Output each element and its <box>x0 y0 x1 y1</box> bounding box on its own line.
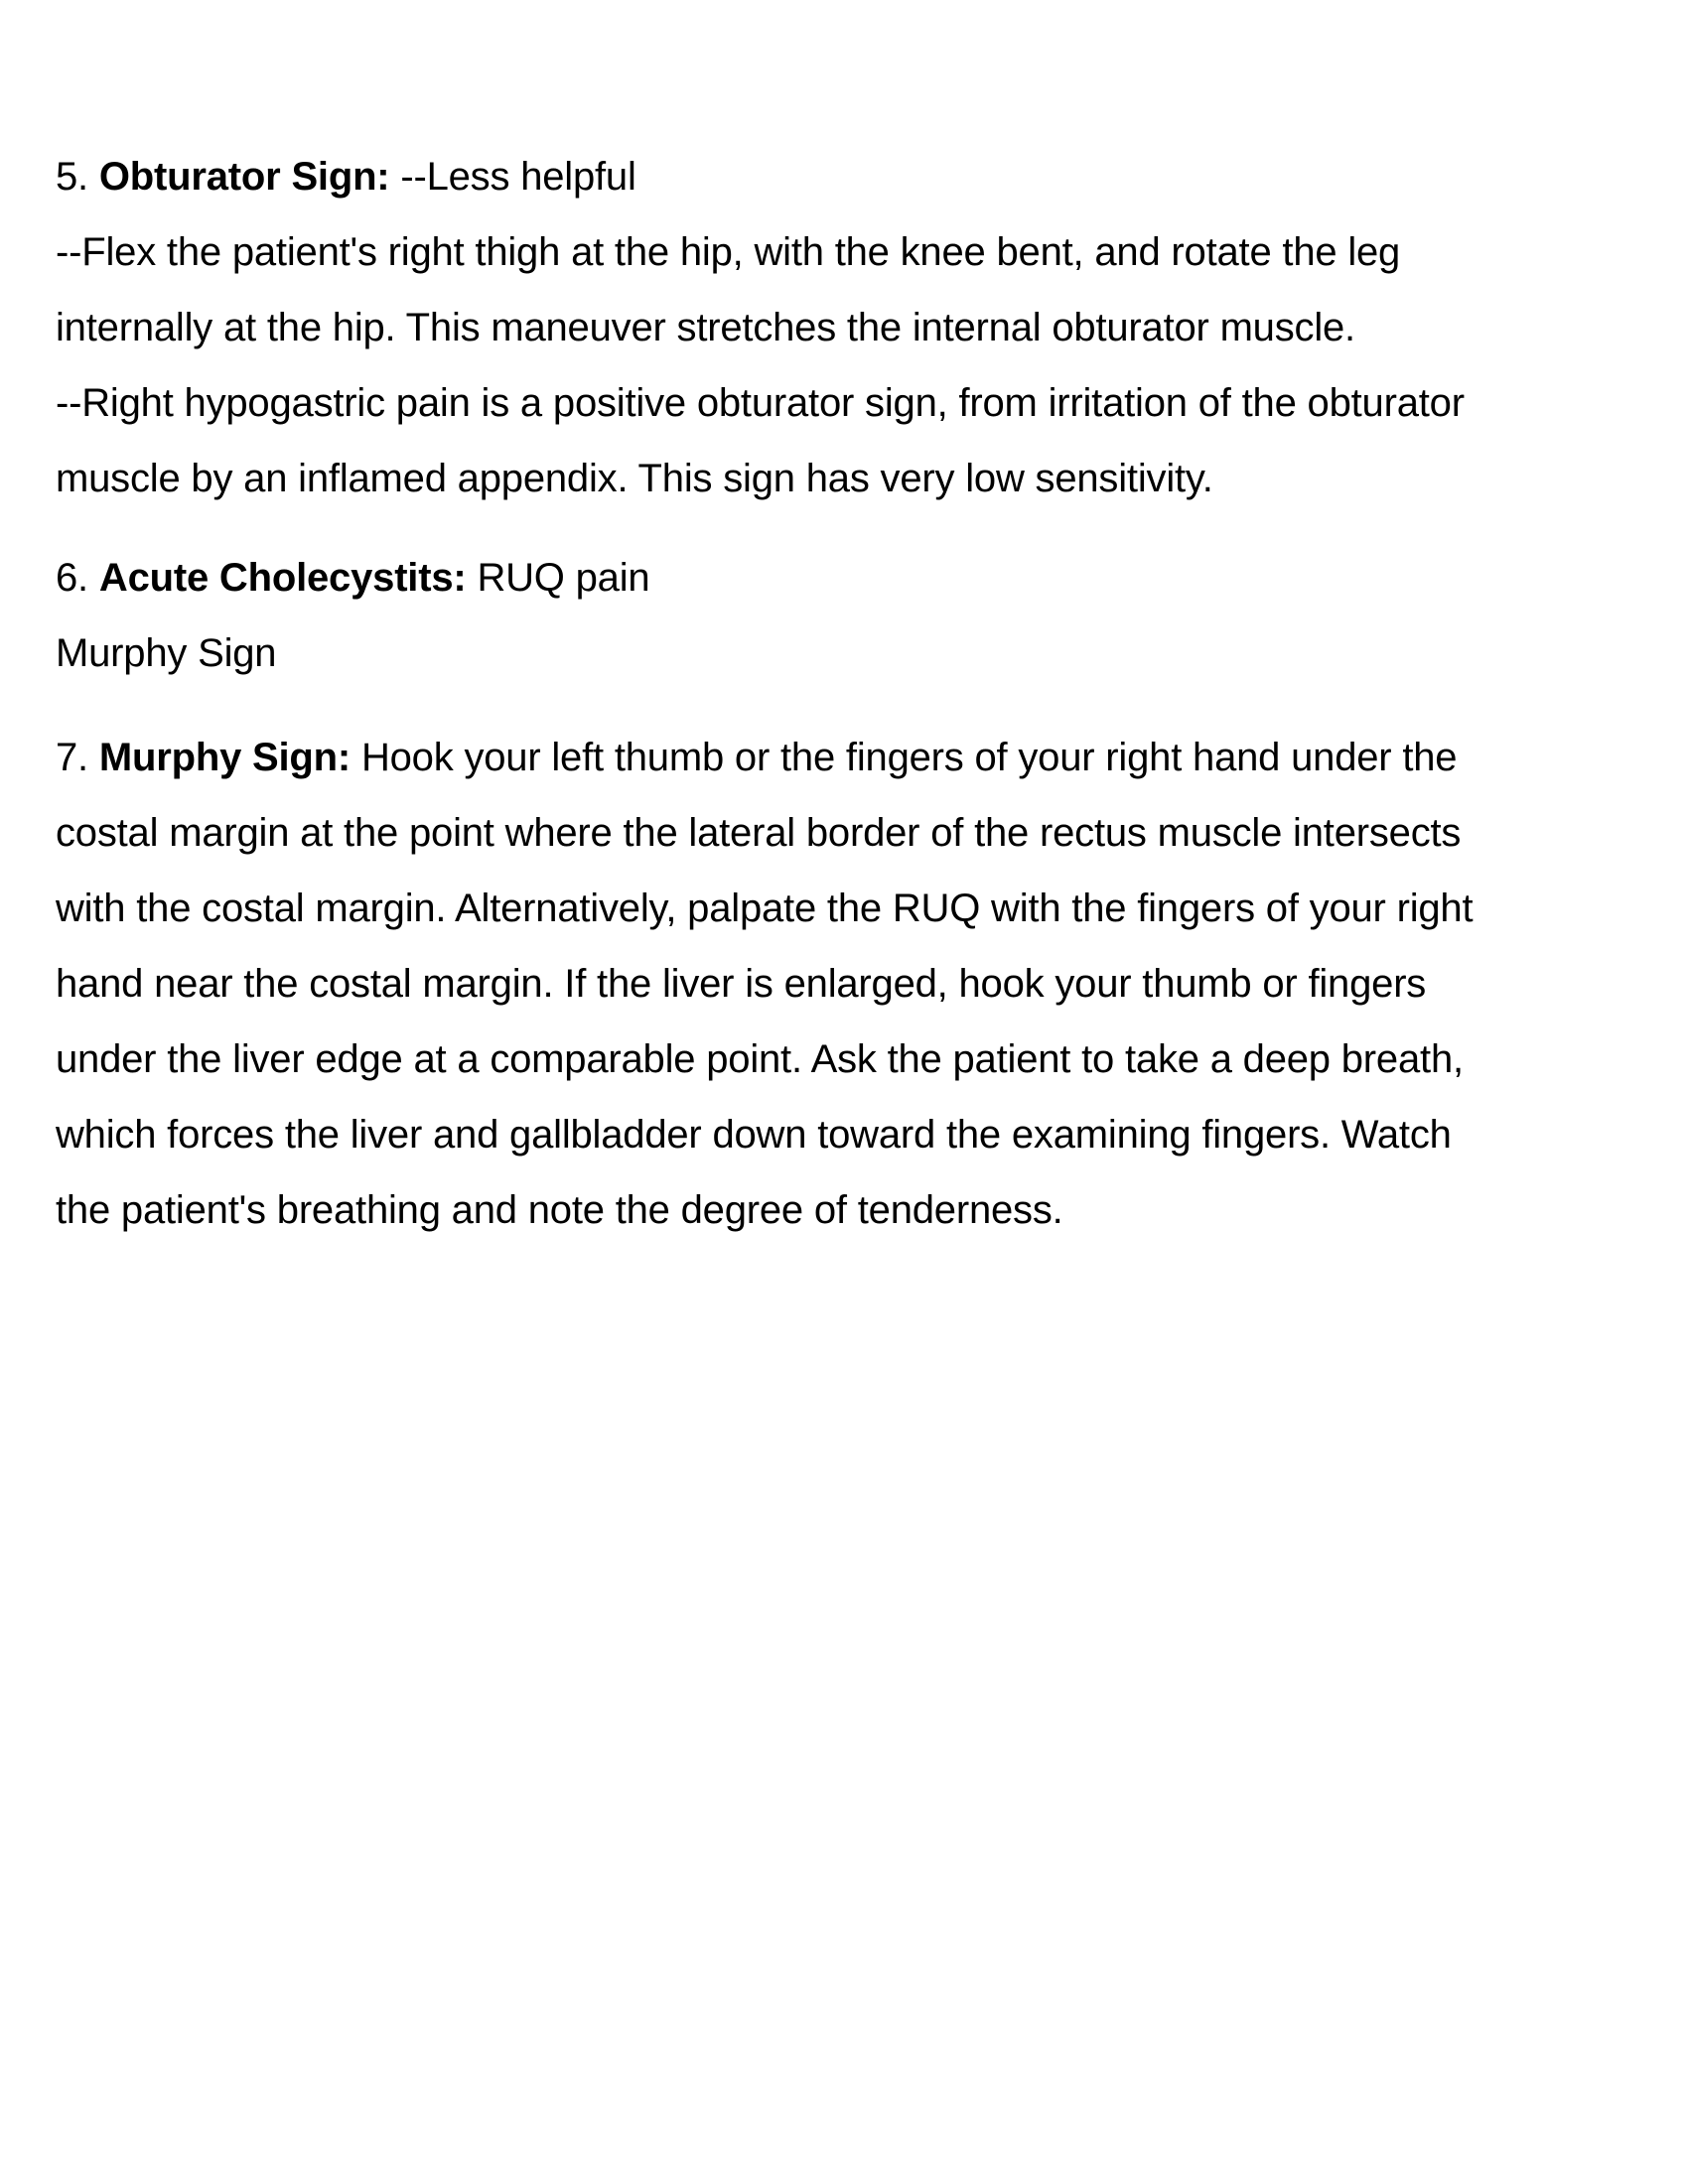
section-number: 6. <box>56 556 88 600</box>
section-obturator-sign <box>56 139 1644 516</box>
section-murphy-sign <box>56 720 1644 1248</box>
section-heading <box>56 139 1644 214</box>
section-number: 5. <box>56 155 88 199</box>
section-title: Murphy Sign: <box>98 736 352 779</box>
body-line: under the liver edge at a comparable point. Ask the patient to take a deep breath, <box>56 1037 1464 1081</box>
body-line: with the costal margin. Alternatively, palpate the RUQ with the fingers of your right <box>56 887 1474 930</box>
section-heading <box>56 720 1644 795</box>
section-title: Obturator Sign: <box>98 155 390 199</box>
document-page <box>56 139 1644 1248</box>
body-line: the patient's breathing and note the degree of tenderness. <box>56 1188 1063 1232</box>
section-lead: RUQ pain <box>477 556 650 600</box>
section-number: 7. <box>56 736 88 779</box>
body-line: Murphy Sign <box>56 631 277 675</box>
body-line: costal margin at the point where the lateral border of the rectus muscle intersects <box>56 811 1462 855</box>
section-title: Acute Cholecystits: <box>98 556 467 600</box>
body-line: which forces the liver and gallbladder down toward the examining fingers. Watch <box>56 1113 1452 1157</box>
section-lead: --Less helpful <box>400 155 636 199</box>
body-line: muscle by an inflamed appendix. This sign has very low sensitivity. <box>56 457 1213 500</box>
body-line: --Right hypogastric pain is a positive obturator sign, from irritation of the obturator <box>56 381 1465 425</box>
body-line: hand near the costal margin. If the liver is enlarged, hook your thumb or fingers <box>56 962 1427 1006</box>
body-line: --Flex the patient's right thigh at the hip, with the knee bent, and rotate the leg <box>56 230 1401 274</box>
body-line: internally at the hip. This maneuver stretches the internal obturator muscle. <box>56 306 1355 349</box>
section-lead: Hook your left thumb or the fingers of your right hand under the <box>360 736 1458 779</box>
section-acute-cholecystitis <box>56 540 1644 691</box>
section-heading <box>56 540 1644 615</box>
